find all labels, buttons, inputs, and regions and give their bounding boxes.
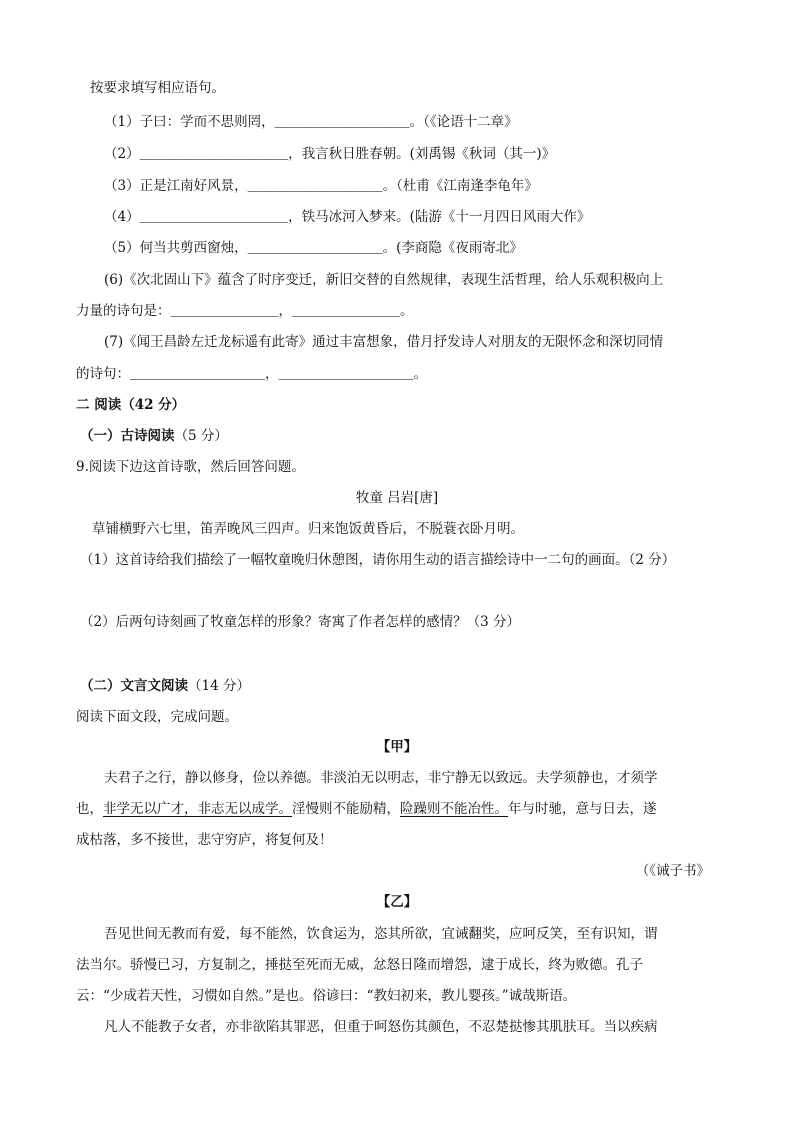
classical-section-heading [80,676,250,696]
passage-yi-line-2: 法当尔。骄慢已习，方复制之，捶挞至死而无威，忿怒日隆而增怨，逮于成长，终为败德。孔子 [76,957,643,973]
passage-jia-label: 【甲】 [376,739,418,755]
passage-jia-line-2 [76,799,657,819]
jia-text-part-2: 淫慢则不能励精， [292,801,400,817]
fill-item-7-line2: 的诗句：＿＿＿＿＿＿＿＿＿＿，＿＿＿＿＿＿＿＿＿＿。 [76,366,427,382]
fill-item-6-line2: 力量的诗句是：＿＿＿＿＿＿＿＿，＿＿＿＿＿＿＿＿。 [76,303,414,319]
passage-jia-line-1: 夫君子之行，静以修身，俭以养德。非淡泊无以明志，非宁静无以致远。夫学须静也，才须学 [104,770,658,786]
poem-title: 牧童 吕岩[唐] [355,490,439,506]
passage-yi-line-3: 云：“少成若天性，习惯如自然。”是也。俗谚曰：“教妇初来，教儿婴孩。”诚哉斯语。 [76,988,577,1004]
jia-text-part-3: 年与时驰，意与日去，遂 [508,801,657,817]
passage-jia-line-3: 成枯落，多不接世，悲守穷庐，将复何及！ [76,832,333,848]
passage-yi-label: 【乙】 [376,894,418,910]
jia-underlined-sentence-2: 险躁则不能冶性。 [400,801,508,817]
fill-item-7-line1: (7)《闻王昌龄左迁龙标遥有此寄》通过丰富想象，借月抒发诗人对朋友的无限怀念和深切同情 [104,334,664,350]
fill-item-2: （2）＿＿＿＿＿＿＿＿＿＿＿，我言秋日胜春朝。(刘禹锡《秋词（其一)》 [104,146,556,162]
fill-item-6-line1: (6)《次北固山下》蕴含了时序变迁，新旧交替的自然规律，表现生活哲理，给人乐观积极向上 [104,272,664,288]
jia-underlined-sentence-1: 非学无以广才，非志无以成学。 [103,801,292,817]
poem-question-1: （1）这首诗给我们描绘了一幅牧童晚归休憩图，请你用生动的语言描绘诗中一二句的画面。（2 分） [80,552,676,568]
poem-question-2: （2）后两句诗刻画了牧童怎样的形象？寄寓了作者怎样的感情？（3 分） [80,614,520,630]
poem-text: 草铺横野六七里，笛弄晚风三四声。归来饱饭黄昏后，不脱蓑衣卧月明。 [92,521,524,537]
fill-item-4: （4）＿＿＿＿＿＿＿＿＿＿＿，铁马冰河入梦来。(陆游《十一月四日风雨大作》 [104,209,591,225]
reading-heading: 二 阅读（42 分） [76,397,186,413]
poem-section-heading [80,426,228,446]
passage-jia-source: （《诫子书》 [635,863,710,879]
fill-item-3: （3）正是江南好风景，＿＿＿＿＿＿＿＿＿＿。（杜甫《江南逢李龟年》 [104,178,538,194]
classical-instruction: 阅读下面文段，完成问题。 [76,709,238,725]
poem-question: 9.阅读下边这首诗歌，然后回答问题。 [76,459,305,475]
poem-heading-label: （一）古诗阅读 [80,428,175,444]
poem-heading-score: （5 分） [174,428,228,444]
fill-instruction: 按要求填写相应语句。 [90,80,225,96]
passage-yi-line-1: 吾见世间无教而有爱，每不能然，饮食运为，恣其所欲，宜诫翻奖，应呵反笑，至有识知，谓 [104,926,658,942]
jia-text-part-1: 也， [76,801,103,817]
fill-item-1: （1）子曰：学而不思则罔，＿＿＿＿＿＿＿＿＿＿。（《论语十二章》 [104,114,518,130]
passage-yi-line-4: 凡人不能教子女者，亦非欲陷其罪恶，但重于呵怒伤其颜色，不忍楚挞惨其肌肤耳。当以疾病 [104,1019,658,1035]
classical-heading-label: （二）文言文阅读 [80,678,188,694]
fill-item-5: （5）何当共剪西窗烛，＿＿＿＿＿＿＿＿＿＿。(李商隐《夜雨寄北》 [104,240,523,256]
classical-heading-score: （14 分） [188,678,250,694]
